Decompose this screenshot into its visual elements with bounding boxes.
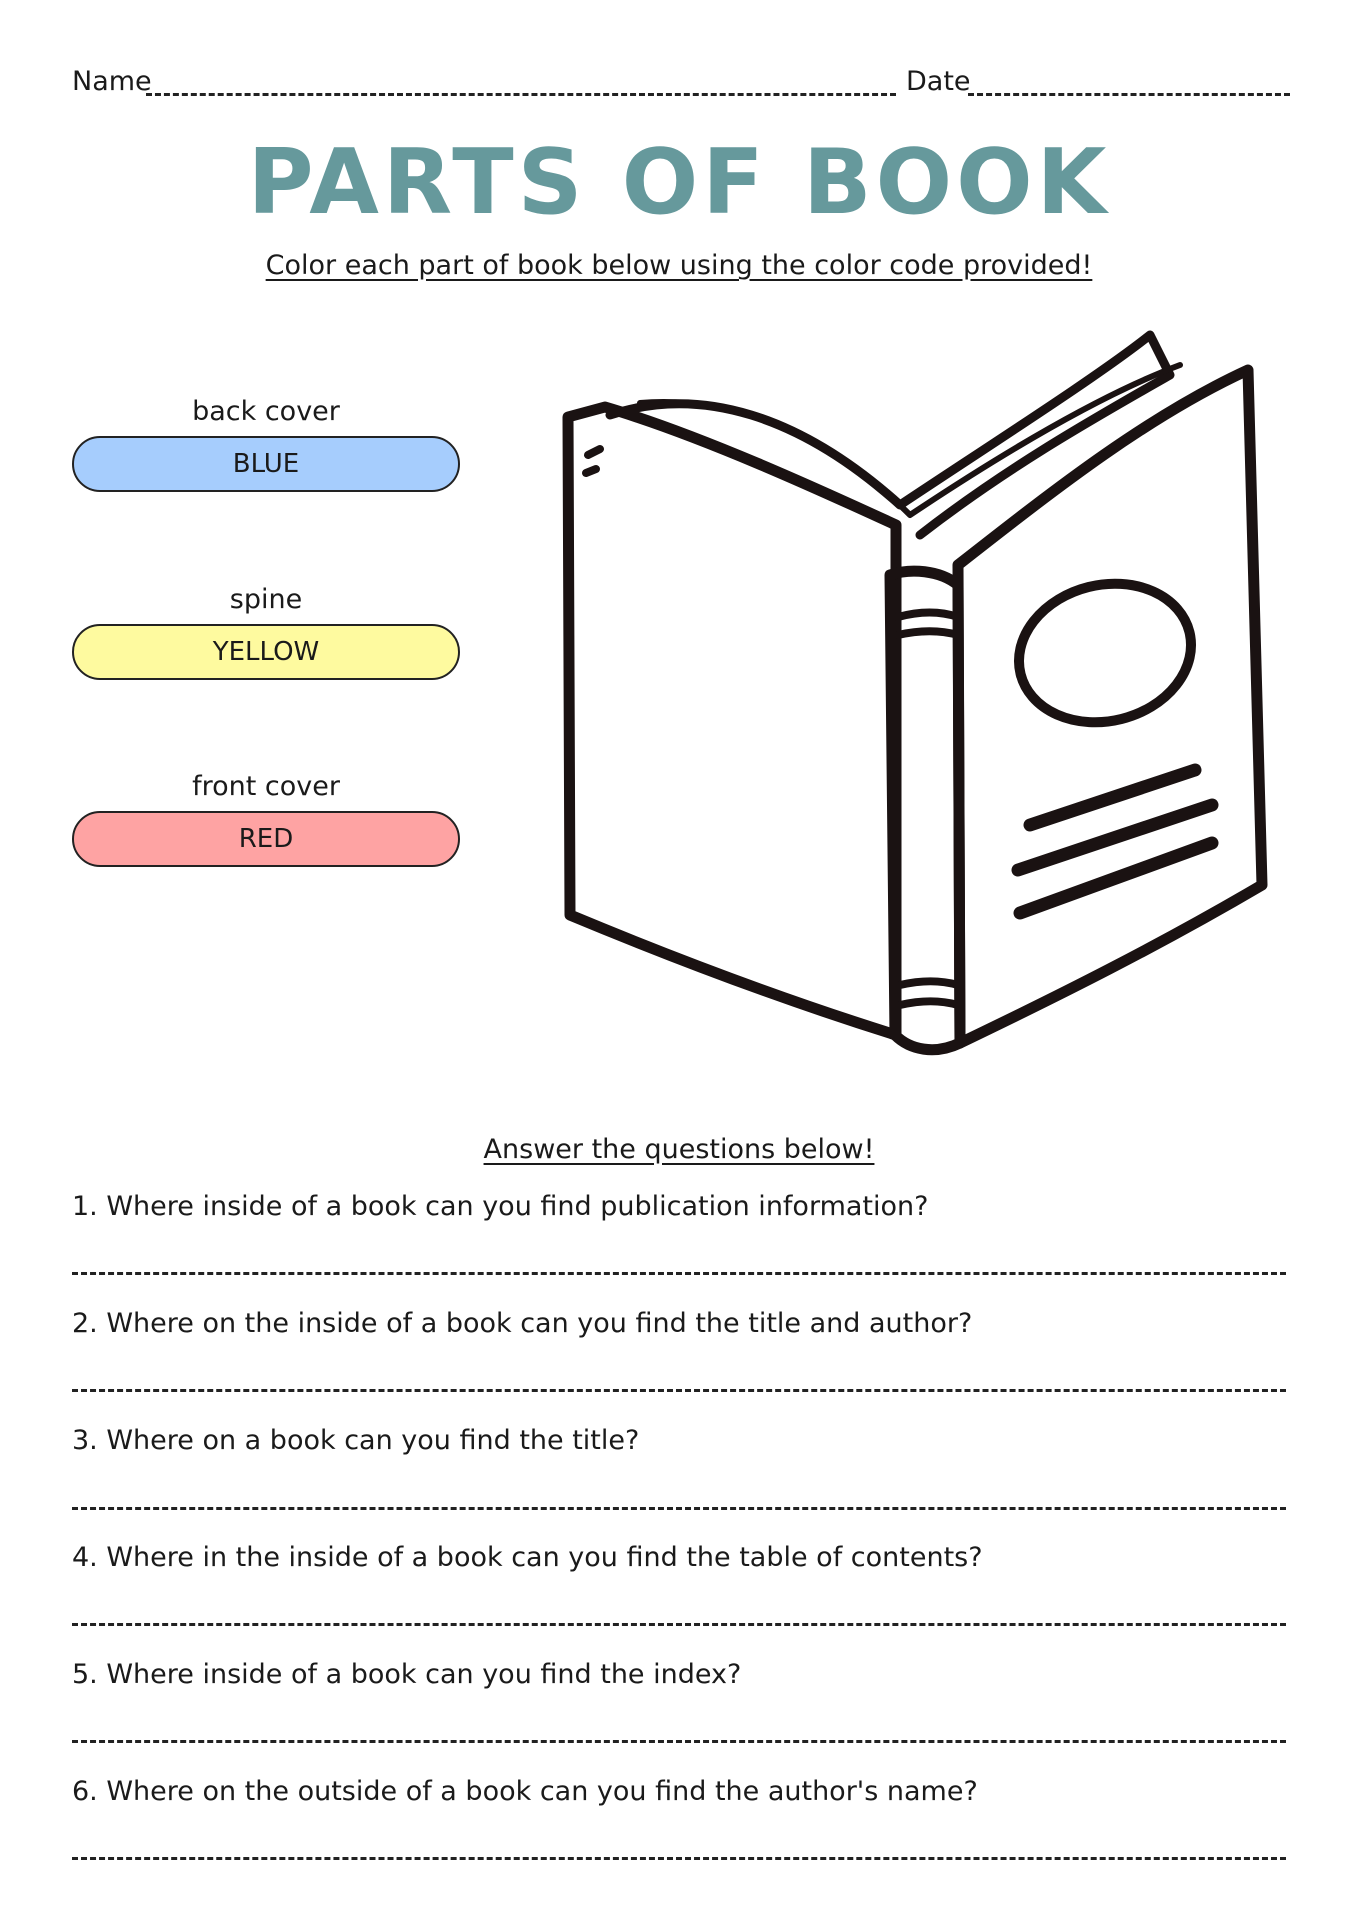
- question-6: 6. Where on the outside of a book can you find the author's name?: [72, 1776, 978, 1807]
- legend-pill-red: RED: [72, 811, 460, 867]
- date-label: Date: [906, 66, 971, 97]
- answer-line-1[interactable]: [72, 1272, 1286, 1275]
- legend-pill-yellow: YELLOW: [72, 624, 460, 680]
- name-answer-line[interactable]: [146, 93, 896, 96]
- answer-line-2[interactable]: [72, 1389, 1286, 1392]
- answer-line-4[interactable]: [72, 1623, 1286, 1626]
- page-title: PARTS OF BOOK: [247, 130, 1111, 235]
- spine-band-bottom: [900, 981, 958, 1005]
- book-illustration: [540, 315, 1270, 1075]
- legend-label-spine: spine: [229, 584, 303, 615]
- legend-label-front-cover: front cover: [192, 771, 340, 802]
- legend-label-back-cover: back cover: [192, 396, 340, 427]
- coloring-instruction: Color each part of book below using the color code provided!: [265, 250, 1093, 281]
- question-2: 2. Where on the inside of a book can you find the title and author?: [72, 1308, 973, 1339]
- question-5: 5. Where inside of a book can you find the index?: [72, 1659, 742, 1690]
- answer-line-6[interactable]: [72, 1857, 1286, 1860]
- cover-oval: [1004, 566, 1206, 740]
- answer-line-5[interactable]: [72, 1740, 1286, 1743]
- question-1: 1. Where inside of a book can you find publication information?: [72, 1191, 929, 1222]
- question-3: 3. Where on a book can you find the title?: [72, 1425, 640, 1456]
- back-cover: [568, 407, 896, 1035]
- name-label: Name: [72, 66, 152, 97]
- date-answer-line[interactable]: [968, 93, 1290, 96]
- question-4: 4. Where in the inside of a book can you find the table of contents?: [72, 1542, 983, 1573]
- spine-band-top: [898, 613, 958, 636]
- answer-line-3[interactable]: [72, 1507, 1286, 1510]
- book-pages-edge: [640, 365, 1180, 515]
- legend-pill-blue: BLUE: [72, 436, 460, 492]
- questions-heading: Answer the questions below!: [483, 1134, 875, 1165]
- cover-mark: [586, 449, 600, 473]
